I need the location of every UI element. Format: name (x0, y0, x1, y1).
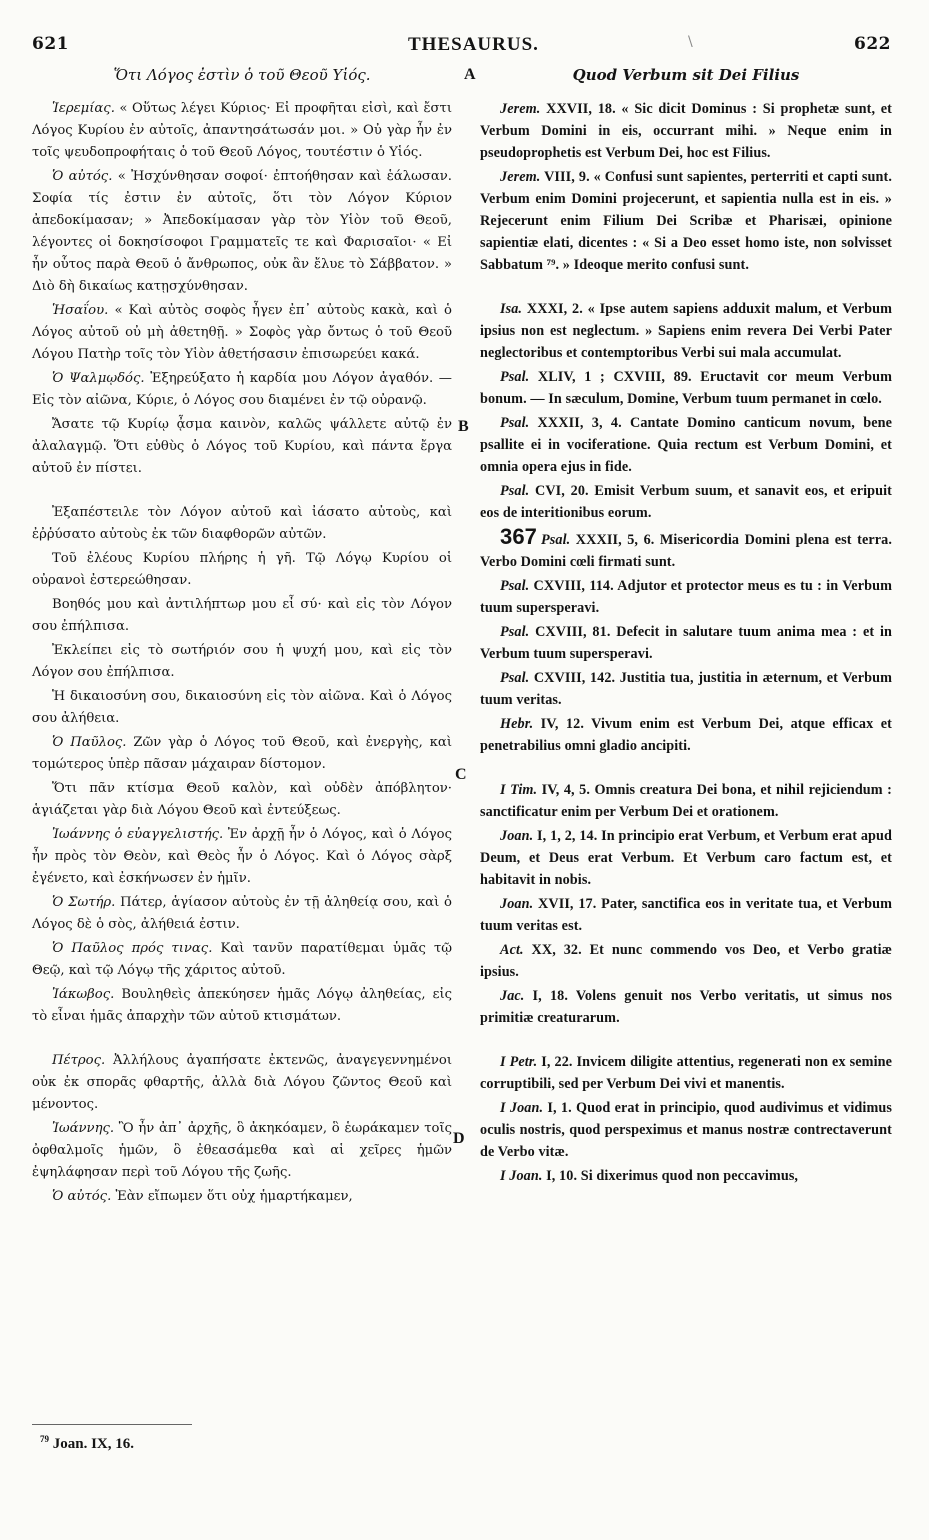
paragraph-text: Ὅτι πᾶν κτίσμα Θεοῦ καλὸν, καὶ οὐδὲν ἀπόβλητον· ἁγιάζεται γὰρ διὰ Λόγου Θεοῦ καὶ ἐντεύξεως. (32, 781, 452, 818)
paragraph (32, 502, 452, 546)
source-reference: Joan. (500, 828, 534, 844)
paragraph (480, 1051, 892, 1095)
paragraph-text: Βοηθός μου καὶ ἀντιλήπτωρ μου εἶ σύ· καὶ εἰς τὸν Λόγον σου ἐπήλπισα. (32, 597, 452, 634)
paragraph (32, 300, 452, 366)
paragraph-text: Ἀλλήλους ἀγαπήσατε ἐκτενῶς, ἀναγεγεννημένοι οὐκ ἐκ σπορᾶς φθαρτῆς, ἀλλὰ διὰ Λόγου ζῶντος Θεοῦ καὶ μένοντος. (32, 1053, 452, 1112)
paragraph-text: XLIV, 1 ; CXVIII, 89. Eructavit cor meum Verbum bonum. — In sæculum, Domine, Verbum tuum permanet in cœlo. (480, 369, 892, 407)
source-reference: Hebr. (500, 716, 534, 732)
paragraph (480, 893, 892, 937)
margin-marker-c: C (455, 766, 467, 783)
footnote (40, 1434, 134, 1453)
paragraph (480, 667, 892, 711)
latin-title: Quod Verbum sit Dei Filius (572, 66, 800, 84)
paragraph (32, 824, 452, 890)
footnote-number: 79 (40, 1434, 49, 1444)
paragraph (32, 938, 452, 982)
paragraph-text: « Οὕτως λέγει Κύριος· Εἰ προφῆται εἰσὶ, καὶ ἔστι Λόγος Κυρίου ἐν αὐτοῖς, ἀπαντησάτωσάν μοι. » Οὐ γὰρ ἦν ἐν τοῖς ψευδοπροφήταις ὁ τοῦ Θεοῦ Λόγος, τουτέστιν ὁ Υἱός. (32, 101, 452, 160)
paragraph-text: XVII, 17. Pater, sanctifica eos in veritate tua, et Verbum tuum veritas est. (480, 896, 892, 934)
source-reference: Ὁ αὐτός. (52, 1189, 112, 1204)
source-reference: Πέτρος. (52, 1053, 106, 1068)
paragraph-text: I, 22. Invicem diligite attentius, regenerati non ex semine corruptibili, sed per Verbum Dei vivi et manentis. (480, 1054, 892, 1092)
source-reference: Ἡσαΐου. (52, 303, 109, 318)
paragraph-gap (480, 759, 892, 779)
paragraph (32, 778, 452, 822)
source-reference: Act. (500, 942, 524, 958)
paragraph-text: CXVIII, 142. Justitia tua, justitia in æternum, et Verbum tuum veritas. (480, 670, 892, 708)
greek-column (32, 66, 452, 1210)
page-number-left: 621 (32, 34, 69, 54)
paragraph-text: XXVII, 18. « Sic dicit Dominus : Si prophetæ sunt, et Verbum Domini in eis, occurrant mihi. » Neque enim in pseudoprophetis est Verbum Dei, hoc est Filius. (480, 101, 892, 161)
paragraph (480, 98, 892, 164)
source-reference: Psal. (500, 670, 530, 686)
greek-title: Ὅτι Λόγος ἐστὶν ὁ τοῦ Θεοῦ Υἱός. (113, 66, 371, 84)
paragraph-gap (32, 1030, 452, 1050)
paragraph-text: IV, 4, 5. Omnis creatura Dei bona, et nihil rejiciendum : sanctificatur enim per Verbum Dei et orationem. (480, 782, 892, 820)
running-title: THESAURUS. (408, 34, 539, 55)
paragraph (32, 1050, 452, 1116)
paragraph-text: Ἡ δικαιοσύνη σου, δικαιοσύνη εἰς τὸν αἰῶνα. Καὶ ὁ Λόγος σου ἀλήθεια. (32, 689, 452, 726)
paragraph (480, 298, 892, 364)
paragraph (32, 414, 452, 480)
paragraph (480, 166, 892, 276)
paragraph-text: Ἐὰν εἴπωμεν ὅτι οὐχ ἡμαρτήκαμεν, (111, 1189, 353, 1204)
paragraph (32, 98, 452, 164)
source-reference: Jerem. (500, 169, 541, 185)
paragraph (480, 366, 892, 410)
paragraph (480, 1165, 892, 1187)
paragraph (32, 686, 452, 730)
paragraph-text: I, 1. Quod erat in principio, quod audivimus et vidimus oculis nostris, quod perspeximus et manus nostræ contrectaverunt de Verbo vitæ. (480, 1100, 892, 1160)
paragraph (480, 621, 892, 665)
source-reference: I Tim. (500, 782, 538, 798)
paragraph-text: CVI, 20. Emisit Verbum suum, et sanavit eos, et eripuit eos de interitionibus eorum. (480, 483, 892, 521)
source-reference: I Joan. (500, 1168, 543, 1184)
paragraph-text: Βουληθεὶς ἀπεκύησεν ἡμᾶς Λόγῳ ἀληθείας, εἰς τὸ εἶναι ἡμᾶς ἀπαρχὴν τῶν αὐτοῦ κτισμάτων. (32, 987, 452, 1024)
paragraph (480, 713, 892, 757)
paragraph (32, 166, 452, 298)
source-reference: I Petr. (500, 1054, 538, 1070)
paragraph-text: XXXI, 2. « Ipse autem sapiens adduxit malum, et Verbum ipsius non est neglectum. » Sapiens enim revera Dei Verbi Pater neglectoribus et contemptoribus Verbi sui mala accumulat. (480, 301, 892, 361)
paragraph-text: VIII, 9. « Confusi sunt sapientes, perterriti et capti sunt. Verbum enim Domini projecerunt, et sapientia nulla est in eis. » Rejecerunt enim Filium Dei Scribæ et Pharisæi, opinione sapientiæ elati, dicentes : « Si a Deo esset homo iste, non solvisset Sabbatum ⁷⁹. » Ideoque merito confusi sunt. (480, 169, 892, 273)
margin-marker-a: A (464, 66, 476, 83)
paragraph-text: I, 10. Si dixerimus quod non peccavimus, (542, 1168, 799, 1184)
source-reference: Isa. (500, 301, 523, 317)
source-reference: Joan. (500, 896, 534, 912)
footnote-rule (32, 1424, 192, 1425)
stray-mark: \ (688, 34, 693, 50)
latin-column (480, 66, 892, 1189)
paragraph (480, 480, 892, 524)
margin-marker-b: B (458, 418, 469, 435)
paragraph-text: I, 1, 2, 14. In principio erat Verbum, et Verbum erat apud Deum, et Deus erat Verbum. Et Verbum caro factum est, et habitavit in nobis. (480, 828, 892, 888)
paragraph-text: Ἐξηρεύξατο ἡ καρδία μου Λόγον ἀγαθόν. — Εἰς τὸν αἰῶνα, Κύριε, ὁ Λόγος σου διαμένει ἐν τῷ οὐρανῷ. (32, 371, 452, 408)
paragraph (480, 779, 892, 823)
paragraph (32, 1186, 452, 1208)
paragraph-text: « Ἠσχύνθησαν σοφοί· ἐπτοήθησαν καὶ ἑάλωσαν. Σοφία τίς ἐστιν ἐν αὐτοῖς, ὅτι τὸν Λόγον Κύριον ἀπεδοκίμασαν; » Ἀπεδοκίμασαν γὰρ τὸν Υἱὸν τοῦ Θεοῦ, λέγοντες οἱ δοκησίσοφοι Γραμματεῖς τε καὶ Φαρισαῖοι· « Εἰ ἦν οὗτος παρὰ Θεοῦ ὁ ἄνθρωπος, οὐκ ἂν ἔλυε τὸ Σάββατον. » Διὸ δὴ δικαίως κατῃσχύνθησαν. (32, 169, 452, 294)
source-reference: Jac. (500, 988, 525, 1004)
page-number-right: 622 (854, 34, 891, 54)
paragraph-gap (480, 278, 892, 298)
paragraph (32, 548, 452, 592)
source-reference: Ὁ Παῦλος πρός τινας. (52, 941, 213, 956)
paragraph-text: CXVIII, 114. Adjutor et protector meus es tu : in Verbum tuum supersperavi. (480, 578, 892, 616)
paragraph-gap (480, 1031, 892, 1051)
paragraph-text: Καὶ τανῦν παρατίθεμαι ὑμᾶς τῷ Θεῷ, καὶ τῷ Λόγῳ τῆς χάριτος αὐτοῦ. (32, 941, 452, 978)
paragraph-text: Τοῦ ἐλέους Κυρίου πλήρης ἡ γῆ. Τῷ Λόγῳ Κυρίου οἱ οὐρανοὶ ἐστερεώθησαν. (32, 551, 452, 588)
paragraph-text: Ἐξαπέστειλε τὸν Λόγον αὐτοῦ καὶ ἰάσατο αὐτοὺς, καὶ ἐῤῥύσατο αὐτοὺς ἐκ τῶν διαφθορῶν αὐτῶν. (32, 505, 452, 542)
source-reference: Psal. (500, 483, 530, 499)
paragraph-text: XXXII, 3, 4. Cantate Domino canticum novum, bene psallite ei in vociferatione. Quia rectum est Verbum Domini, et omnia opera ejus in fide. (480, 415, 892, 475)
paragraph-gap (32, 482, 452, 502)
paragraph (32, 640, 452, 684)
source-reference: I Joan. (500, 1100, 544, 1116)
paragraph-text: Ζῶν γὰρ ὁ Λόγος τοῦ Θεοῦ, καὶ ἐνεργὴς, καὶ τομώτερος ὑπὲρ πᾶσαν μάχαιραν δίστομον. (32, 735, 453, 772)
paragraph-text: Πάτερ, ἁγίασον αὐτοὺς ἐν τῇ ἀληθείᾳ σου, καὶ ὁ Λόγος δὲ ὁ σὸς, ἀλήθειά ἐστιν. (32, 895, 452, 932)
margin-marker-d: D (453, 1130, 465, 1147)
source-reference: Psal. (500, 578, 530, 594)
source-reference: Ἰωάννης. (52, 1121, 115, 1136)
paragraph (32, 892, 452, 936)
footnote-text: Joan. IX, 16. (49, 1436, 135, 1452)
paragraph (480, 412, 892, 478)
paragraph (32, 594, 452, 638)
paragraph (480, 825, 892, 891)
paragraph (32, 732, 452, 776)
source-reference: Psal. (500, 415, 530, 431)
paragraph-text: XXXII, 5, 6. Misericordia Domini plena est terra. Verbo Domini cœli firmati sunt. (480, 532, 892, 570)
paragraph-text: IV, 12. Vivum enim est Verbum Dei, atque efficax et penetrabilius omni gladio ancipiti. (480, 716, 892, 754)
column-number: 367 (500, 524, 538, 549)
source-reference: Ὁ Ψαλμῳδός. (52, 371, 145, 386)
source-reference: Ἱερεμίας. (52, 101, 115, 116)
paragraph-text: Ὃ ἦν ἀπ᾽ ἀρχῆς, ὃ ἀκηκόαμεν, ὃ ἑωράκαμεν τοῖς ὀφθαλμοῖς ἡμῶν, ὃ ἐθεασάμεθα καὶ αἱ χεῖρες ἡμῶν ἐψηλάφησαν περὶ τοῦ Λόγου τῆς ζωῆς. (32, 1121, 452, 1180)
paragraph-text: Ἐν ἀρχῇ ἦν ὁ Λόγος, καὶ ὁ Λόγος ἦν πρὸς τὸν Θεὸν, καὶ Θεὸς ἦν ὁ Λόγος. Καὶ ὁ Λόγος σὰρξ ἐγένετο, καὶ ἐσκήνωσεν ἐν ἡμῖν. (32, 827, 453, 886)
source-reference: Psal. (541, 532, 571, 548)
source-reference: Ἰάκωβος. (52, 987, 115, 1002)
paragraph (480, 985, 892, 1029)
paragraph-text: CXVIII, 81. Defecit in salutare tuum anima mea : et in Verbum tuum supersperavi. (480, 624, 892, 662)
paragraph-text: Ἐκλείπει εἰς τὸ σωτήριόν σου ἡ ψυχή μου, καὶ εἰς τὸν Λόγον σου ἐπήλπισα. (32, 643, 452, 680)
paragraph (480, 939, 892, 983)
paragraph (480, 575, 892, 619)
paragraph (32, 1118, 452, 1184)
greek-body (32, 98, 452, 1208)
source-reference: Psal. (500, 369, 530, 385)
source-reference: Ὁ Παῦλος. (52, 735, 127, 750)
paragraph-text: Ἄσατε τῷ Κυρίῳ ᾆσμα καινὸν, καλῶς ψάλλετε αὐτῷ ἐν ἀλαλαγμῷ. Ὅτι εὐθὺς ὁ Λόγος τοῦ Κυρίου, καὶ πάντα ἔργα αὐτοῦ ἐν πίστει. (32, 417, 452, 476)
paragraph (480, 526, 892, 573)
paragraph-text: I, 18. Volens genuit nos Verbo veritatis, ut simus nos primitiæ creaturarum. (480, 988, 892, 1026)
paragraph (32, 984, 452, 1028)
latin-body (480, 98, 892, 1187)
source-reference: Ὁ αὐτός. (52, 169, 113, 184)
paragraph (32, 368, 452, 412)
source-reference: Jerem. (500, 101, 541, 117)
paragraph-text: « Καὶ αὐτὸς σοφὸς ἦγεν ἐπ᾽ αὐτοὺς κακὰ, καὶ ὁ Λόγος αὐτοῦ οὐ μὴ ἀθετηθῇ. » Σοφὸς γὰρ ὄντως ὁ τοῦ Θεοῦ Λόγου Πατὴρ τοῖς τὸν Υἱὸν ἀθετήσασιν ἐπισωρεύει κακά. (32, 303, 452, 362)
source-reference: Psal. (500, 624, 530, 640)
source-reference: Ἰωάννης ὁ εὐαγγελιστής. (52, 827, 224, 842)
source-reference: Ὁ Σωτήρ. (52, 895, 116, 910)
paragraph-text: XX, 32. Et nunc commendo vos Deo, et Verbo gratiæ ipsius. (480, 942, 892, 980)
paragraph (480, 1097, 892, 1163)
